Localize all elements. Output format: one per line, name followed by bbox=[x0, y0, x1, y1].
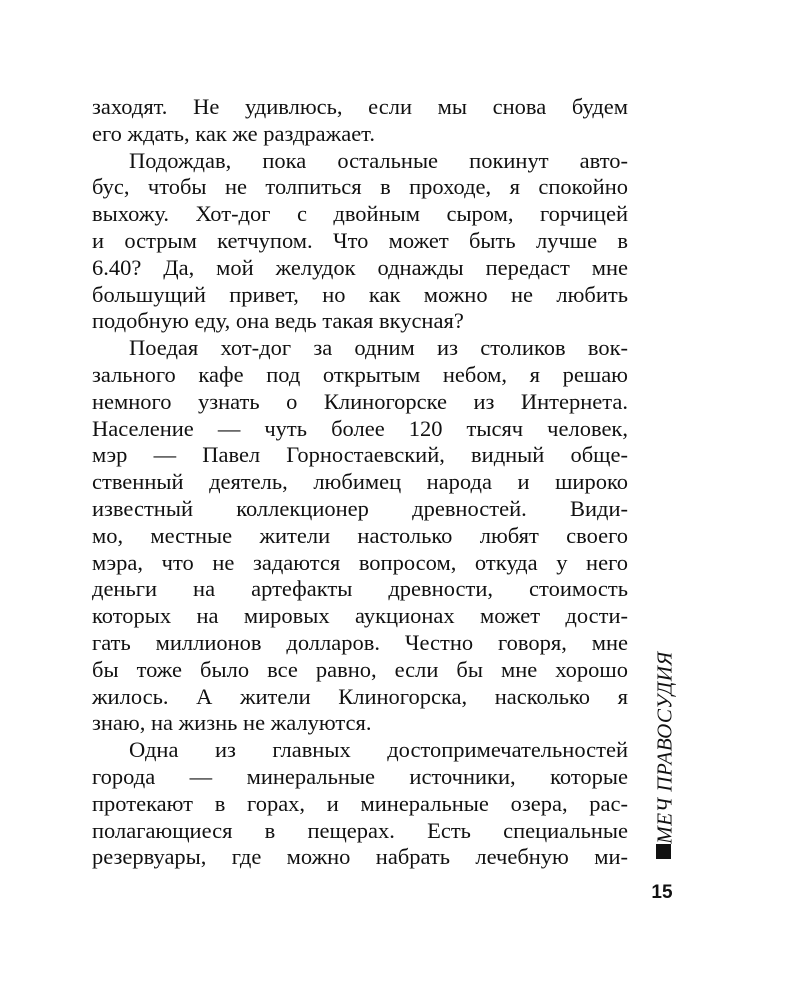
text-line: Поедая хот-дог за одним из столиков вок- bbox=[129, 335, 628, 361]
running-title bbox=[652, 650, 678, 844]
text-line: гать миллионов долларов. Честно говоря, мне bbox=[92, 629, 628, 655]
text-line: города — минеральные источники, которые bbox=[92, 763, 628, 789]
text-line: подобную еду, она ведь такая вкусная? bbox=[92, 308, 464, 334]
text-line: протекают в горах, и минеральные озера, рас- bbox=[92, 790, 628, 816]
text-line: мэр — Павел Горностаевский, видный обще- bbox=[92, 442, 628, 468]
text-line: и острым кетчупом. Что может быть лучше в bbox=[92, 227, 628, 253]
text-line: мэра, что не задаются вопросом, откуда у него bbox=[92, 549, 628, 575]
running-title-text: МЕЧ ПРАВОСУДИЯ bbox=[652, 650, 677, 844]
text-line: Население — чуть более 120 тысяч человек, bbox=[92, 415, 628, 441]
text-line: его ждать, как же раздражает. bbox=[92, 120, 375, 146]
text-line: 6.40? Да, мой желудок однажды передаст мне bbox=[92, 254, 628, 280]
text-line: Одна из главных достопримечательностей bbox=[129, 737, 628, 763]
text-line: жилось. А жители Клиногорска, насколько я bbox=[92, 683, 628, 709]
page-body-text bbox=[92, 94, 628, 871]
text-line: выхожу. Хот-дог с двойным сыром, горчицей bbox=[92, 201, 628, 227]
text-line: полагающиеся в пещерах. Есть специальные bbox=[92, 817, 628, 843]
text-line: бус, чтобы не толпиться в проходе, я спокойно bbox=[92, 174, 628, 200]
text-line: Подождав, пока остальные покинут авто- bbox=[129, 147, 628, 173]
text-line: резервуары, где можно набрать лечебную ми- bbox=[92, 844, 628, 870]
text-line: известный коллекционер древностей. Види- bbox=[92, 495, 628, 521]
text-line: заходят. Не удивлюсь, если мы снова будем bbox=[92, 94, 628, 119]
black-square-marker bbox=[656, 844, 671, 859]
page-number: 15 bbox=[651, 882, 673, 903]
text-line: бы тоже было все равно, если бы мне хорошо bbox=[92, 656, 628, 682]
text-line: ственный деятель, любимец народа и широко bbox=[92, 469, 628, 495]
text-line: деньги на артефакты древности, стоимость bbox=[92, 576, 628, 602]
text-line: немного узнать о Клиногорске из Интернета. bbox=[92, 388, 628, 414]
text-line: которых на мировых аукционах может дости- bbox=[92, 603, 628, 629]
text-line: знаю, на жизнь не жалуются. bbox=[92, 710, 372, 736]
text-line: мо, местные жители настолько любят своего bbox=[92, 522, 628, 548]
text-line: большущий привет, но как можно не любить bbox=[92, 281, 628, 307]
text-line: зального кафе под открытым небом, я решаю bbox=[92, 361, 628, 387]
